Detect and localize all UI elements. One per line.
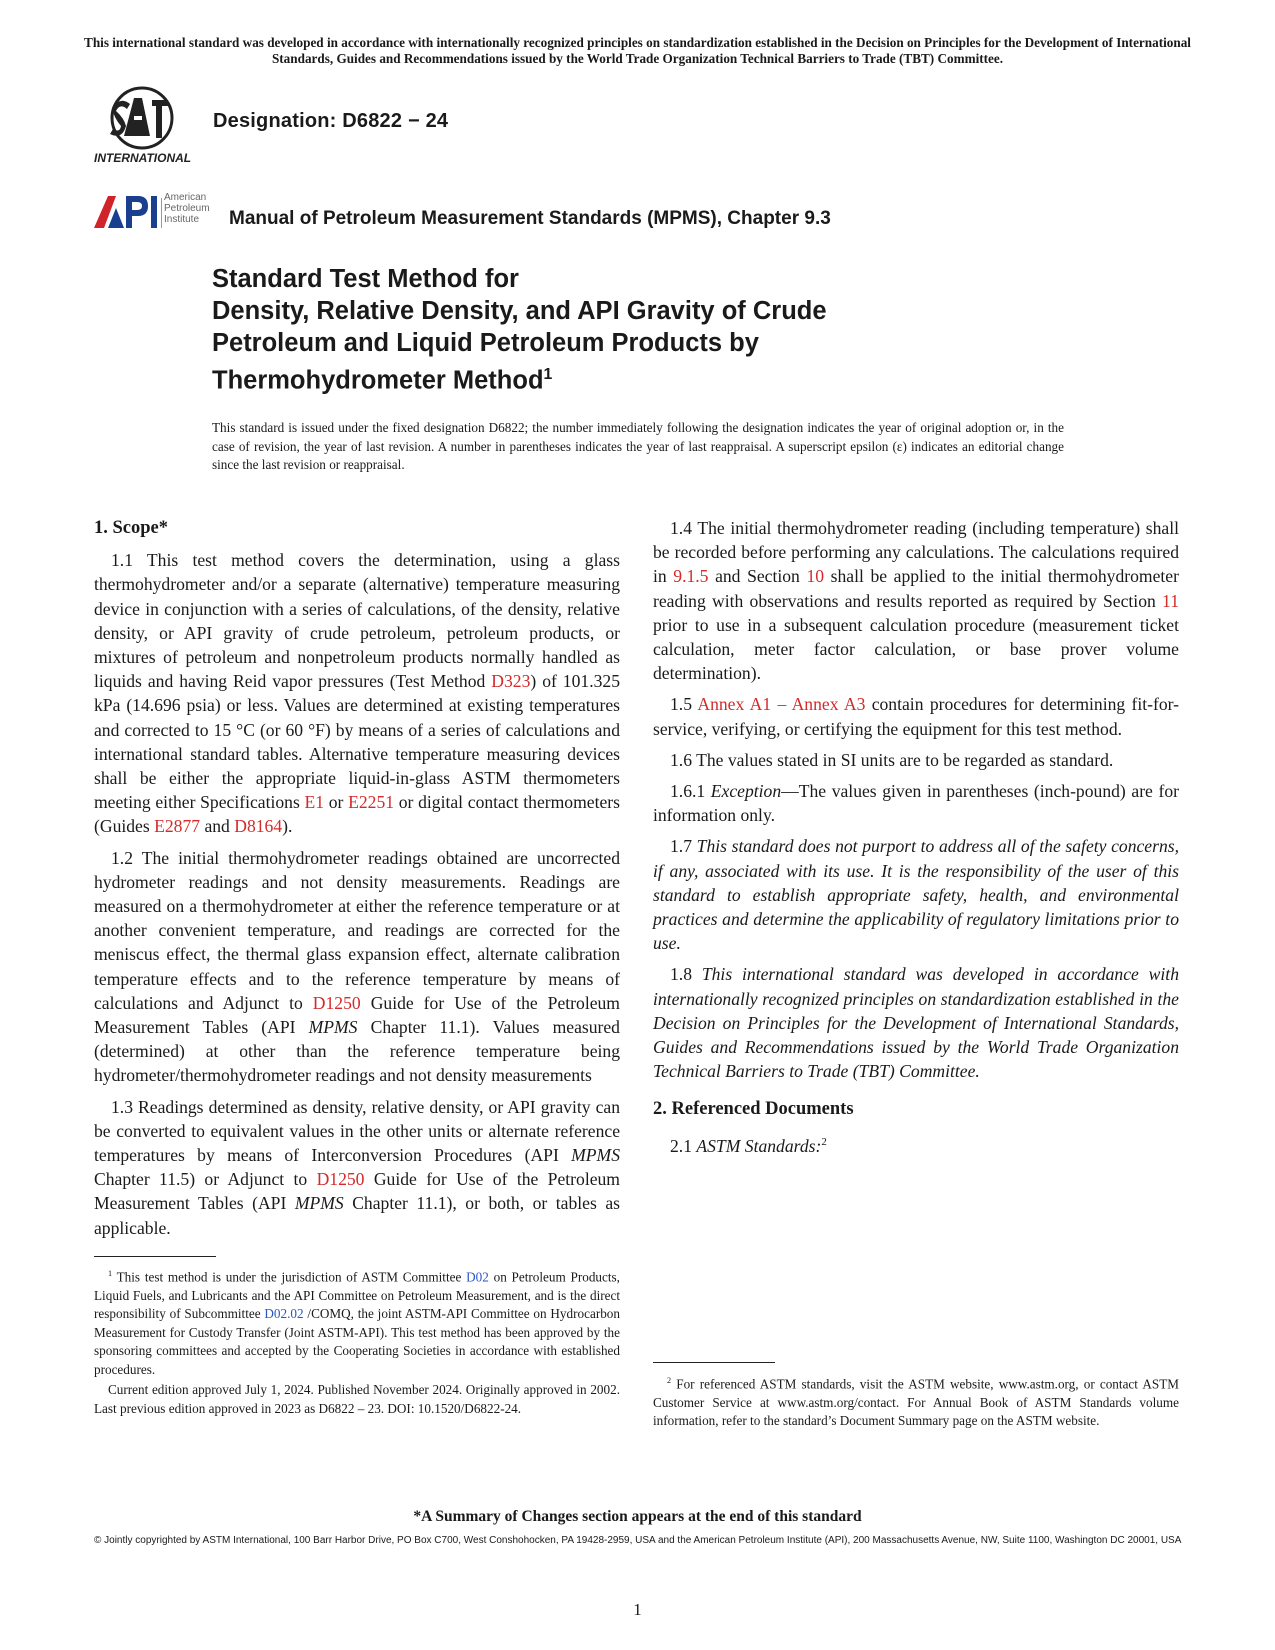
link-d02-02[interactable]: D02.02 (264, 1306, 304, 1322)
paragraph-1-4: 1.4 The initial thermohydrometer reading (including temperature) shall be recorded before performing any calculations. The calculations required in 9.1.5 and Section 10 shall be applied to the initial thermohydrometer reading with observations and results reported as required by Section 11 prior to use in a subsequent calculation procedure (measurement ticket calculation, meter factor calculation, or base prover volume determination). (653, 518, 1179, 684)
footnote-1-edition: Current edition approved July 1, 2024. Published November 2024. Originally approved in 2002. Last previous edition approved in 2023 as D6822 – 23. DOI: 10.1520/D6822-24. (94, 1382, 620, 1416)
paragraph-1-6: 1.6 The values stated in SI units are to be regarded as standard. (670, 749, 1114, 770)
section-1-heading: 1. Scope* (94, 518, 168, 538)
paragraph-1-6-1: 1.6.1 Exception—The values given in parentheses (inch-pound) are for information only. (653, 781, 1179, 826)
designation: Designation: D6822 − 24 (213, 110, 449, 132)
footnote-1-text: $^1$ This test method is under the jurisdiction of ASTM Committee D02 on Petroleum Products, Liquid Fuels, and Lubricants and the API Committee on Petroleum Measurement, and is the direct responsibility of Subcommittee D02.02 /COMQ, the joint ASTM-API Committee on Hydrocarbon Measurement for Custody Transfer (Joint ASTM-API). This test method has been approved by the sponsoring committees and accepted by the Cooperating Societies in accordance with established procedures. (94, 1269, 620, 1377)
page-number: 1 (633, 1600, 642, 1619)
document-title (212, 263, 1012, 397)
paragraph-1-8: 1.8 This international standard was developed in accordance with internationally recognized principles on standardization established in the Decision on Principles for the Development of International Standards, Guides and Recommendations issued by the World Trade Organization Technical Barriers to Trade (TBT) Committee. (653, 964, 1179, 1082)
link-e2877[interactable]: E2877 (154, 816, 201, 837)
link-d1250[interactable]: D1250 (316, 1169, 365, 1190)
link-section-11[interactable]: 11 (1162, 590, 1179, 611)
issue-note: This standard is issued under the fixed designation D6822; the number immediately following the designation indicates the year of original adoption or, in the case of revision, the year of last revision. A number in parentheses indicates the year of last reappraisal. A superscript epsilon (ε) indicates an editorial change since the last revision or reappraisal. (212, 420, 1064, 472)
link-e2251[interactable]: E2251 (348, 792, 395, 813)
title-line-3: Petroleum and Liquid Petroleum Products by (212, 329, 759, 357)
title-footnote-mark: 1 (543, 366, 553, 383)
footnote-2-text: $^2$ For referenced ASTM standards, visit the ASTM website, www.astm.org, or contact ASTM Customer Service at www.astm.org/contact. For Annual Book of ASTM Standards volume information, refer to the standard’s Document Summary page on the ASTM website. (653, 1376, 1179, 1429)
paragraph-1-2: 1.2 The initial thermohydrometer readings obtained are uncorrected hydrometer readings and not density measurements. Readings are measured on a thermohydrometer at either the reference temperature or at another convenient temperature, and readings are corrected for the meniscus effect, the thermal glass expansion effect, alternate calibration temperature effects and to the reference temperature by means of calculations and Adjunct to D1250 Guide for Use of the Petroleum Measurement Tables (API MPMS Chapter 11.1). Values measured (determined) at other than the reference temperature being hydrometer/thermohydrometer readings and not density measurements (94, 847, 620, 1086)
link-annexes[interactable]: Annex A1 – Annex A3 (697, 694, 866, 715)
api-logo (94, 192, 234, 232)
copyright-notice: © Jointly copyrighted by ASTM International, 100 Barr Harbor Drive, PO Box C700, West Conshohocken, PA 19428-2959, USA and the American Petroleum Institute (API), 200 Massachusetts Avenue, NW, Suite 1100, Washington DC 20001, USA (94, 1535, 1182, 1546)
standard-notice: This international standard was developed in accordance with internationally recognized principles on standardization established in the Decision on Principles for the Development of International Standards, Guides and Recommendations issued by the World Trade Organization Technical Barriers to Trade (TBT) Committee. (84, 35, 1191, 66)
link-e1[interactable]: E1 (304, 792, 325, 813)
astm-logo-text: INTERNATIONAL (94, 151, 192, 165)
link-d8164[interactable]: D8164 (234, 816, 283, 837)
right-column (653, 516, 1179, 1165)
link-9-1-5[interactable]: 9.1.5 (673, 566, 709, 587)
link-d02[interactable]: D02 (466, 1269, 489, 1285)
chapter-title: Manual of Petroleum Measurement Standards (MPMS), Chapter 9.3 (229, 208, 831, 229)
footnote-2 (653, 1372, 1179, 1433)
paragraph-1-1: 1.1 This test method covers the determination, using a glass thermohydrometer and/or a separate (alternative) temperature measuring device in conjunction with a series of calculations, of the density, relative density, or API gravity of crude petroleum, petroleum products, or mixtures of petroleum and nonpetroleum products normally handled as liquids and having Reid vapor pressures (Test Method D323) of 101.325 kPa (14.696 psia) or less. Values are determined at existing temperatures and corrected to 15 °C (or 60 °F) by means of a series of calculations and international standard tables. Alternative temperature measuring devices shall be either the appropriate liquid-in-glass ASTM thermometers meeting either Specifications E1 or E2251 or digital contact thermometers (Guides E2877 and D8164). (94, 550, 620, 837)
section-2-heading: 2. Referenced Documents (653, 1099, 854, 1120)
api-logo-text: American Petroleum Institute (164, 192, 210, 225)
summary-of-changes-note: *A Summary of Changes section appears at the end of this standard (413, 1508, 862, 1525)
title-line-2: Density, Relative Density, and API Gravity of Crude (212, 297, 827, 325)
footnote-1 (94, 1265, 620, 1420)
title-line-4: Thermohydrometer Method$^1$ (212, 366, 553, 395)
link-d1250[interactable]: D1250 (312, 992, 361, 1013)
left-column (94, 516, 620, 1247)
footnote-divider (94, 1256, 216, 1257)
paragraph-1-5: 1.5 Annex A1 – Annex A3 contain procedures for determining fit-for-service, verifying, or certifying the equipment for this test method. (653, 694, 1180, 739)
link-d323[interactable]: D323 (491, 671, 531, 692)
paragraph-1-3: 1.3 Readings determined as density, relative density, or API gravity can be converted to equivalent values in the other units or alternate reference temperatures by means of Interconversion Procedures (API MPMS Chapter 11.5) or Adjunct to D1250 Guide for Use of the Petroleum Measurement Tables (API MPMS Chapter 11.1), or both, or tables as applicable. (94, 1096, 620, 1238)
link-section-10[interactable]: 10 (806, 566, 825, 587)
paragraph-2-1: 2.1 ASTM Standards:$^2$ (670, 1135, 827, 1156)
title-line-1: Standard Test Method for (212, 265, 519, 293)
astm-logo (94, 86, 194, 176)
footnote-divider (653, 1362, 775, 1363)
paragraph-1-7: 1.7 This standard does not purport to address all of the safety concerns, if any, associated with its use. It is the responsibility of the user of this standard to establish appropriate safety, health, and environmental practices and determine the applicability of regulatory limitations prior to use. (653, 836, 1180, 954)
